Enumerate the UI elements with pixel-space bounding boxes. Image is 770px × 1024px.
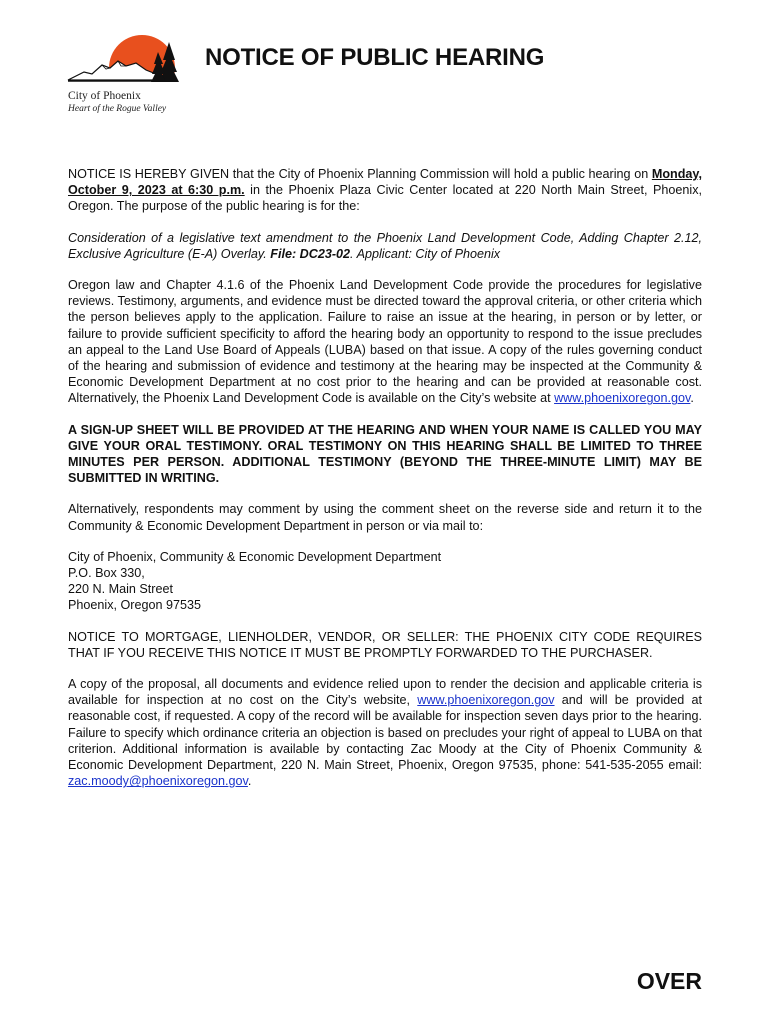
paragraph-mortgage-notice: NOTICE TO MORTGAGE, LIENHOLDER, VENDOR, OR SELLER: THE PHOENIX CITY CODE REQUIRES THAT IF YOU RECEIVE THIS NOTICE IT MUST BE PROMPTLY FORWARDED TO THE PURCHASER. bbox=[68, 629, 702, 660]
logo-city-name: City of Phoenix bbox=[68, 90, 141, 102]
paragraph-hearing-announcement bbox=[68, 166, 702, 215]
website-link[interactable]: www.phoenixoregon.gov bbox=[417, 693, 555, 708]
paragraph-copy-of-proposal bbox=[68, 676, 702, 789]
logo-tagline: Heart of the Rogue Valley bbox=[68, 104, 167, 114]
email-link[interactable]: zac.moody@phoenixoregon.gov bbox=[68, 774, 248, 789]
p1-text-b: in the Phoenix Plaza Civic Center located at 220 North Main Street, Phoenix, Oregon. The purpose of the public hearing is for the: bbox=[68, 183, 702, 214]
paragraph-alternative-comment: Alternatively, respondents may comment by using the comment sheet on the reverse side and return it to the Community & Economic Development Department in person or via mail to: bbox=[68, 502, 702, 533]
file-number: File: DC23-02 bbox=[270, 246, 351, 261]
paragraph-sign-up-sheet: A SIGN-UP SHEET WILL BE PROVIDED AT THE HEARING AND WHEN YOUR NAME IS CALLED YOU MAY GIVE YOUR ORAL TESTIMONY. ORAL TESTIMONY ON THIS HEARING SHALL BE LIMITED TO THREE MINUTES PER PERSON. ADDITIONAL TESTIMONY (BEYOND THE THREE-MINUTE LIMIT) MAY BE SUBMITTED IN WRITING. bbox=[68, 422, 702, 486]
hearing-date: Monday, October 9, 2023 at 6:30 p.m. bbox=[68, 167, 702, 198]
address-line: 220 N. Main Street bbox=[68, 582, 173, 597]
p7-text-c: . bbox=[247, 774, 252, 789]
p2-text-a: Consideration of a legislative text amendment to the Phoenix Land Development Code, Adding Chapter 2.12, Exclusive Agriculture (E-A) Overlay. bbox=[68, 230, 702, 261]
paragraph-oregon-law bbox=[68, 277, 702, 407]
address-line: Phoenix, Oregon 97535 bbox=[68, 598, 202, 613]
over-label: OVER bbox=[636, 968, 702, 994]
p3-text-b: . bbox=[690, 391, 694, 406]
paragraph-consideration bbox=[68, 230, 702, 262]
p7-text-a: A copy of the proposal, all documents and evidence relied upon to render the decision and applicable criteria is available for inspection at no cost on the City’s website, bbox=[68, 677, 702, 708]
p3-text-a: Oregon law and Chapter 4.1.6 of the Phoenix Land Development Code provide the procedures for legislative reviews. Testimony, arguments, and evidence must be directed toward the approval criteria, or other criteria which the person believes apply to the application. Failure to raise an issue at the hearing, in person or by letter, or failure to provide sufficient specificity to afford the hearing body an opportunity to respond to the issue precludes an appeal to the Land Use Board of Appeals (LUBA) based on that issue. A copy of the rules governing conduct of the hearing and submission of evidence and testimony at the hearing may be inspected at the Community & Economic Development Department at no cost prior to the hearing and can be provided at reasonable cost. Alternatively, the Phoenix Land Development Code is available on the City’s website at bbox=[68, 278, 702, 406]
address-line: P.O. Box 330, bbox=[68, 566, 145, 581]
address-line: City of Phoenix, Community & Economic Development Department bbox=[68, 549, 442, 564]
notice-body bbox=[68, 166, 702, 805]
city-logo bbox=[66, 34, 186, 120]
p1-text-a: NOTICE IS HEREBY GIVEN that the City of Phoenix Planning Commission will hold a public hearing on bbox=[68, 167, 652, 181]
sun-mountain-logo-icon bbox=[66, 34, 186, 90]
mailing-address bbox=[68, 549, 702, 614]
p7-text-b: and will be provided at reasonable cost, if requested. A copy of the record will be available for inspection seven days prior to the hearing. Failure to specify which ordinance criteria an objection is based on precludes your right of appeal to LUBA on that criterion. Additional information is available by contacting Zac Moody at the City of Phoenix Community & Economic Development Department, 220 N. Main Street, Phoenix, Oregon 97535, phone: 541-535-2055 email: bbox=[68, 693, 702, 773]
website-link[interactable]: www.phoenixoregon.gov bbox=[554, 391, 691, 406]
p2-text-b: . Applicant: City of Phoenix bbox=[350, 246, 501, 261]
page-title: NOTICE OF PUBLIC HEARING bbox=[205, 44, 545, 71]
